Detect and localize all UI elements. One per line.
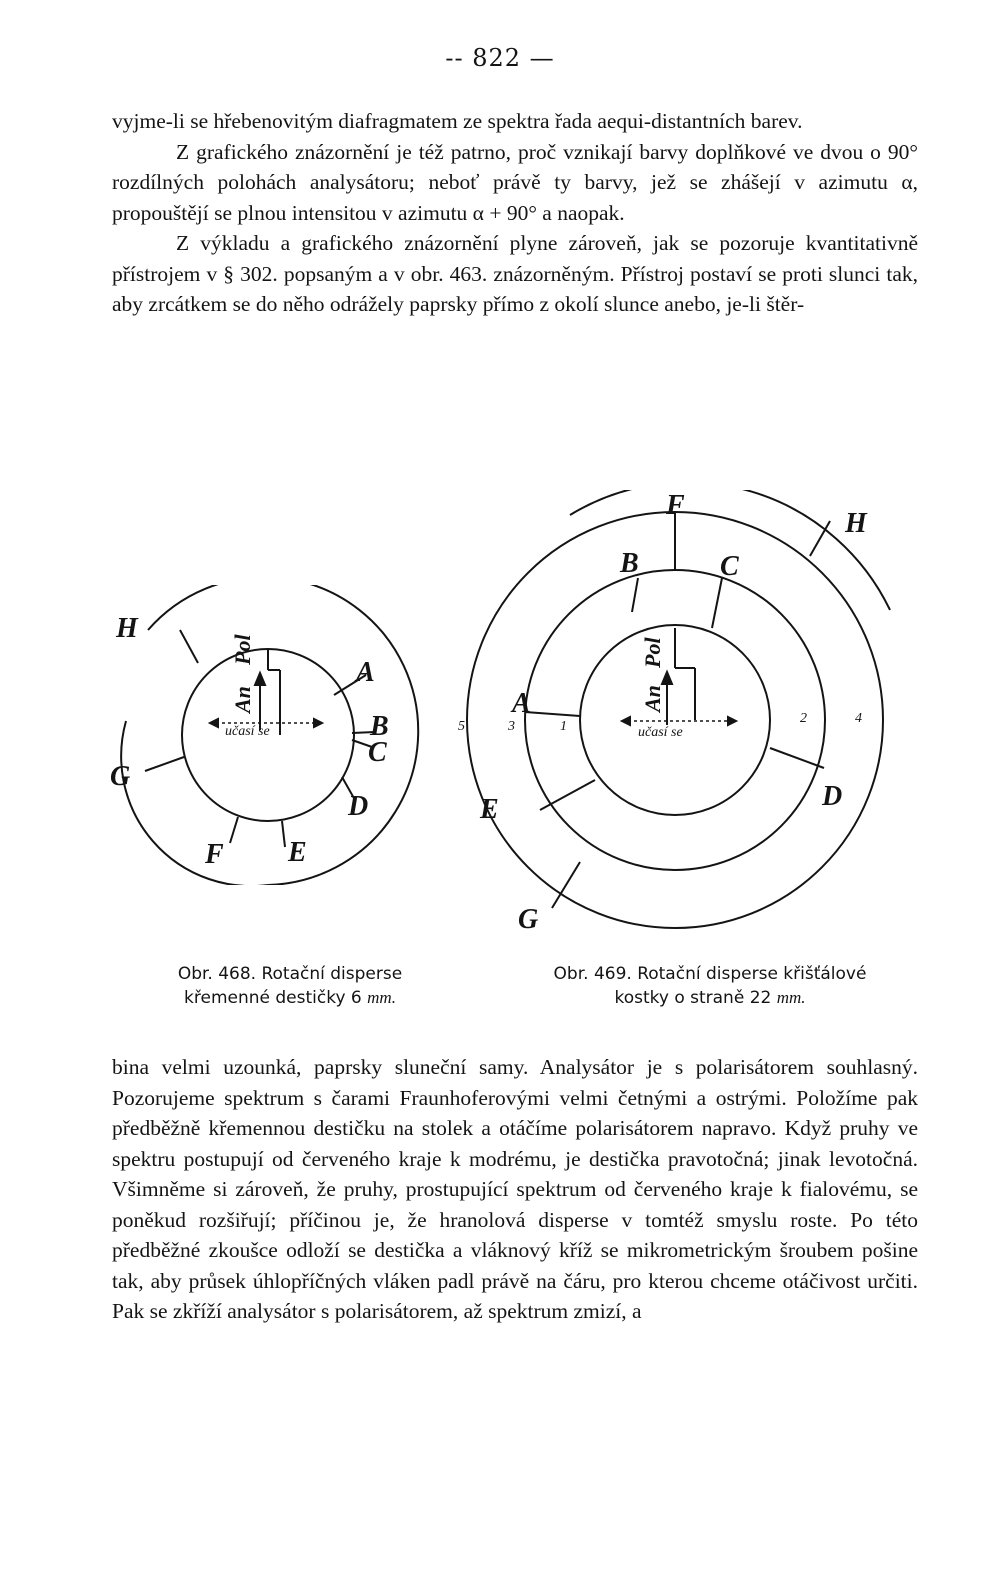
label-A: A bbox=[512, 688, 531, 719]
label-H: H bbox=[116, 613, 138, 644]
label-E: E bbox=[480, 794, 499, 825]
figure-468 bbox=[100, 585, 440, 885]
label-B: B bbox=[370, 711, 389, 742]
paragraph: bina velmi uzounká, paprsky sluneční samy. Analysátor je s polarisátorem souhlasný. Pozorujeme spektrum s čarami Fraunhoferovými velmi četnými a ostrými. Položíme pak předběžně křemennou destičku na stolek a otáčíme polarisátorem napravo. Když pruhy ve spektru postupují od červeného kraje k modrému, je destička pravotočná; jinak levotočná. Všimněme si zároveň, že pruhy, prostupující spektrum od červeného kraje k fialovému, se poněkud rozšiřují; příčinou je, že hranolová disperse v tomtéž smyslu roste. Po této předběžné zkoušce odloží se destička a vláknový kříž se mikrometrickým šroubem pošine tak, aby průsek úhlopříčných vláken padl právě na čáru, pro kterou chceme otáčivost určiti. Pak se zkříží analysátor s polarisátorem, až spektrum zmizí, a bbox=[112, 1055, 918, 1323]
label-D: D bbox=[822, 781, 843, 812]
ucasi-label: učasí se bbox=[638, 725, 683, 740]
circle-2 bbox=[525, 570, 825, 870]
label-F: F bbox=[666, 490, 685, 521]
pol-label: Pol bbox=[640, 637, 665, 668]
caption-unit: mm. bbox=[776, 988, 806, 1007]
paragraph: vyjme-li se hřebenovitým diafragmatem ze spektra řada aequi-distantních barev. bbox=[112, 109, 803, 133]
label-H: H bbox=[845, 508, 867, 539]
caption-text: kostky o straně 22 bbox=[614, 988, 777, 1008]
figure-468-diagram bbox=[100, 585, 440, 885]
caption-line bbox=[140, 986, 440, 1010]
circle-3 bbox=[467, 512, 883, 928]
caption-line: Obr. 469. Rotační disperse křišťálové bbox=[553, 964, 867, 984]
page-number: -- 822 — bbox=[445, 44, 555, 72]
figure-469-caption bbox=[500, 962, 920, 1010]
caption-unit: mm. bbox=[367, 988, 396, 1007]
caption-line bbox=[500, 986, 920, 1010]
figure-469-diagram bbox=[440, 490, 920, 950]
caption-line: Obr. 468. Rotační disperse bbox=[177, 964, 403, 984]
number-1: 1 bbox=[560, 719, 567, 734]
figure-468-caption bbox=[140, 962, 440, 1010]
label-B: B bbox=[620, 548, 639, 579]
pol-label: Pol bbox=[230, 634, 255, 665]
top-text-block bbox=[112, 106, 918, 320]
number-2: 2 bbox=[800, 711, 807, 726]
number-3: 3 bbox=[508, 719, 515, 734]
figure-469 bbox=[440, 490, 920, 950]
bottom-text-block bbox=[112, 1052, 918, 1327]
label-G: G bbox=[110, 761, 131, 792]
label-E: E bbox=[288, 837, 307, 868]
label-G: G bbox=[518, 904, 539, 935]
number-5: 5 bbox=[458, 719, 465, 734]
label-D: D bbox=[348, 791, 369, 822]
number-4: 4 bbox=[855, 711, 862, 726]
paragraph: Z grafického znázornění je též patrno, proč vznikají barvy doplňkové ve dvou o 90° rozdílných polohách analysátoru; neboť právě ty barvy, jež se zhášejí v azimutu α, propouštějí se plnou intensitou v azimutu α + 90° a naopak. bbox=[112, 139, 918, 225]
an-label: An bbox=[230, 686, 255, 713]
label-F: F bbox=[205, 839, 224, 870]
label-C: C bbox=[368, 737, 387, 768]
caption-text: křemenné destičky 6 bbox=[184, 988, 368, 1008]
label-A: A bbox=[356, 657, 375, 688]
outer-arc-left bbox=[121, 721, 268, 885]
paragraph: Z výkladu a grafického znázornění plyne zároveň, jak se pozoruje kvantitativně přístrojem v § 302. popsaným a v obr. 463. znázorněným. Přístroj postaví se proti slunci tak, aby zrcátkem se do něho odrážely paprsky přímo z okolí slunce anebo, je-li štěr- bbox=[112, 231, 918, 316]
ucasi-label: učasí se bbox=[225, 724, 270, 739]
label-C: C bbox=[720, 551, 739, 582]
outer-arc bbox=[570, 490, 890, 610]
an-label: An bbox=[640, 685, 665, 712]
